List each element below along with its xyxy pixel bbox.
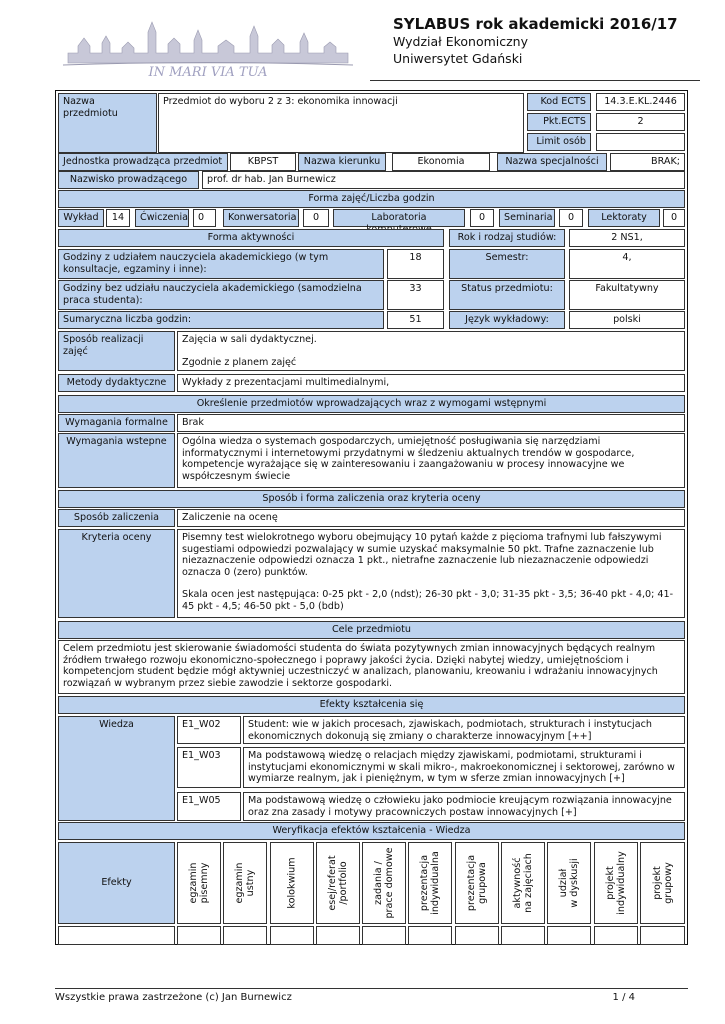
verif-row-stub-cell xyxy=(501,926,545,945)
svg-text:IN MARI VIA TUA: IN MARI VIA TUA xyxy=(148,65,268,80)
verif-col-oral-exam xyxy=(223,842,267,924)
status-value: Fakultatywny xyxy=(569,280,685,310)
university-logo xyxy=(58,18,358,78)
form-label-lecture: Wykład xyxy=(58,209,104,227)
verif-col-test xyxy=(270,842,314,924)
methods-value: Wykłady z prezentacjami multimedialnymi, xyxy=(177,374,685,392)
footer-copyright: Wszystkie prawa zastrzeżone (c) Jan Burnewicz xyxy=(55,992,292,1003)
methods-label: Metody dydaktyczne xyxy=(58,374,175,392)
formal-requirements-label: Wymagania formalne xyxy=(58,414,175,432)
outcome-code-w02: E1_W02 xyxy=(177,716,241,744)
verif-col-written-exam xyxy=(177,842,221,924)
form-label-language-courses: Lektoraty xyxy=(588,209,660,227)
form-value-exercises: 0 xyxy=(193,209,216,227)
realization-line-1: Zajęcia w sali dydaktycznej. xyxy=(182,334,317,345)
goals-heading: Cele przedmiotu xyxy=(58,621,685,639)
header-title: SYLABUS rok akademicki 2016/17 xyxy=(393,15,678,33)
verification-heading: Weryfikacja efektów kształcenia - Wiedza xyxy=(58,822,685,840)
verif-row-stub xyxy=(58,926,175,945)
ects-points-label: Pkt.ECTS xyxy=(527,113,591,131)
status-label: Status przedmiotu: xyxy=(449,280,565,310)
verif-col-individual-project-label: projekt indywidualny xyxy=(605,851,627,915)
language-value: polski xyxy=(569,311,685,329)
unit-label: Jednostka prowadząca przedmiot xyxy=(58,153,228,171)
formal-requirements-value: Brak xyxy=(177,414,685,432)
effects-label-text: Efekty xyxy=(101,877,132,889)
course-name-value: Przedmiot do wyboru 2 z 3: ekonomika innowacji xyxy=(158,93,524,153)
spec-value: BRAK; xyxy=(610,153,685,171)
outcome-text-w05: Ma podstawową wiedzę o człowieku jako podmiocie kreującym rozwiązania innowacyjne oraz zna zasady i motywy pracowniczych postaw innowacyjnych [+] xyxy=(243,792,685,821)
verif-col-homework-label: zadania / prace domowe xyxy=(373,847,395,919)
form-value-labs: 0 xyxy=(470,209,494,227)
footer-page-number: 1 / 4 xyxy=(612,992,635,1003)
assessment-method-value: Zaliczenie na ocenę xyxy=(177,509,685,527)
effects-label xyxy=(58,842,175,924)
verif-row-stub-cell xyxy=(362,926,406,945)
criteria-paragraph-2: Skala ocen jest następująca: 0-25 pkt - 2,0 (ndst); 26-30 pkt - 3,0; 31-35 pkt - 3,5; 36-40 pkt - 4,0; 41-45 pkt - 4,5; 46-50 pkt - 5,0 (bdb) xyxy=(182,589,674,612)
hours-with-teacher-label: Godziny z udziałem nauczyciela akademickiego (w tym konsultacje, egzaminy i inne): xyxy=(58,249,384,279)
form-value-seminars: 0 xyxy=(559,209,583,227)
unit-value: KBPST xyxy=(230,153,296,171)
hours-without-teacher-label: Godziny bez udziału nauczyciela akademickiego (samodzielna praca studenta): xyxy=(58,280,384,310)
lecturer-label: Nazwisko prowadzącego xyxy=(58,171,199,189)
assessment-criteria-label: Kryteria oceny xyxy=(58,529,175,618)
spec-label: Nazwa specjalności xyxy=(497,153,607,171)
verif-row-stub-cell xyxy=(594,926,638,945)
year-value: 2 NS1, xyxy=(569,229,685,247)
outcome-code-w03: E1_W03 xyxy=(177,747,241,788)
verif-col-discussion xyxy=(547,842,591,924)
initial-requirements-label: Wymagania wstepne xyxy=(58,433,175,488)
outcome-text-w03: Ma podstawową wiedzę o relacjach między zjawiskami, podmiotami, strukturami i instytucjami ekonomicznymi w skali mikro-, makroekonomicznej i sektorowej, zarówno w wymiarze realnym, jak i pieniężnym, w tym w sferze zmian innowacyjnych [+] xyxy=(243,747,685,788)
verif-row-stub-cell xyxy=(455,926,499,945)
lecturer-value: prof. dr hab. Jan Burnewicz xyxy=(202,171,685,189)
verif-row-stub-cell xyxy=(270,926,314,945)
footer-divider xyxy=(55,988,688,989)
ects-code-label: Kod ECTS xyxy=(527,93,591,111)
total-hours-value: 51 xyxy=(387,311,444,329)
verif-col-essay xyxy=(316,842,360,924)
assessment-heading: Sposób i forma zaliczenia oraz kryteria oceny xyxy=(58,490,685,508)
header-divider xyxy=(370,80,700,81)
verif-col-essay-label: esej/referat /portfolio xyxy=(327,855,349,911)
goals-text: Celem przedmiotu jest skierowanie świadomości studenta do świata pozytywnych zmian innowacyjnych będących realnym źródłem trwałego rozwoju ekonomiczno-społecznego i poprawy jakości życia. Dzięki nabytej wiedzy, umiejętnościom i kompetencjom student będzie mógł aktywniej uczestniczyć w analizach, planowaniu, kreowaniu i wdrażaniu innowacyjnych rozwiązań w wybranym przez siebie zawodzie i sektorze gospodarki. xyxy=(58,640,685,694)
form-value-lecture: 14 xyxy=(106,209,130,227)
verif-col-group-project-label: projekt grupowy xyxy=(651,862,674,904)
verif-row-stub-cell xyxy=(547,926,591,945)
year-label: Rok i rodzaj studiów: xyxy=(449,229,565,247)
outcome-text-w02: Student: wie w jakich procesach, zjawiskach, podmiotach, strukturach i instytucjach ekonomicznych dokonują się zmiany o charakterze innowacyjnym [++] xyxy=(243,716,685,744)
verif-col-class-activity-label: aktywność na zajęciach xyxy=(512,853,534,913)
limit-value xyxy=(596,133,685,151)
verif-row-stub-cell xyxy=(640,926,685,945)
hours-with-teacher-value: 18 xyxy=(387,249,444,279)
criteria-paragraph-1: Pisemny test wielokrotnego wyboru obejmujący 10 pytań każde z pięcioma trafnymi lub fałszywymi sugestiami odpowiedzi pozwalający w sumie uzyskać maksymalnie 50 pkt. Trafne zaznaczenie lub niezaznaczenie odpowiedzi oznacza 1 pkt., nietrafne zaznaczenie lub niezaznaczenie odpowiedzi oznacza 0 (zero) punktów. xyxy=(182,532,662,578)
verif-col-individual-presentation-label: prezentacja indywidualna xyxy=(419,851,441,915)
assessment-method-label: Sposób zaliczenia xyxy=(58,509,175,527)
header-faculty: Wydział Ekonomiczny xyxy=(393,34,529,49)
semester-label: Semestr: xyxy=(449,249,565,279)
header-university: Uniwersytet Gdański xyxy=(393,51,523,66)
realization-value xyxy=(177,331,685,371)
verif-col-homework xyxy=(362,842,406,924)
knowledge-label: Wiedza xyxy=(58,716,175,821)
verif-row-stub-cell xyxy=(408,926,452,945)
form-value-conversations: 0 xyxy=(303,209,329,227)
limit-label: Limit osób xyxy=(527,133,591,151)
verif-col-individual-project xyxy=(594,842,638,924)
verif-col-oral-exam-label: egzamin ustny xyxy=(234,862,256,904)
form-label-seminars: Seminaria xyxy=(499,209,555,227)
field-value: Ekonomia xyxy=(392,153,490,171)
form-label-labs: Laboratoria xyxy=(333,209,465,227)
total-hours-label: Sumaryczna liczba godzin: xyxy=(58,311,384,329)
verif-col-class-activity xyxy=(501,842,545,924)
outcomes-heading: Efekty kształcenia się xyxy=(58,696,685,714)
ects-points-value: 2 xyxy=(596,113,685,131)
verif-col-group-presentation-label: prezentacja grupowa xyxy=(466,854,488,912)
verif-col-group-presentation xyxy=(455,842,499,924)
verif-col-group-project xyxy=(640,842,685,924)
forms-heading: Forma zajęć/Liczba godzin xyxy=(58,190,685,208)
verif-col-written-exam-label: egzamin pisemny xyxy=(188,862,210,904)
form-label-conversations: Konwersatoria xyxy=(223,209,299,227)
verif-row-stub-cell xyxy=(316,926,360,945)
prereq-heading: Określenie przedmiotów wprowadzających wraz z wymogami wstępnymi xyxy=(58,395,685,413)
hours-without-teacher-value: 33 xyxy=(387,280,444,310)
initial-requirements-value: Ogólna wiedza o systemach gospodarczych, umiejętność posługiwania się narzędziami informatycznymi i internetowymi przydatnymi w śledzeniu aktualnych trendów w gospodarce, kompetencje wyrażające się w zainteresowaniu i zaangażowaniu w procesy innowacyjne we współczesnym świecie xyxy=(177,433,685,488)
assessment-criteria-value xyxy=(177,529,685,618)
semester-value: 4, xyxy=(569,249,685,279)
ects-code-value: 14.3.E.KL.2446 xyxy=(596,93,685,111)
realization-line-2: Zgodnie z planem zajęć xyxy=(182,356,297,368)
field-label: Nazwa kierunku xyxy=(298,153,386,171)
form-label-exercises: Ćwiczenia xyxy=(135,209,189,227)
verif-col-test-label: kolokwium xyxy=(286,857,298,909)
realization-label: Sposób realizacji zajęć xyxy=(58,331,175,371)
activity-form-label: Forma aktywności xyxy=(58,229,444,247)
verif-row-stub-cell xyxy=(223,926,267,945)
course-name-label: Nazwa przedmiotu xyxy=(58,93,157,153)
verif-col-individual-presentation xyxy=(408,842,452,924)
verif-col-discussion-label: udział w dyskusji xyxy=(558,858,580,908)
language-label: Język wykładowy: xyxy=(449,311,565,329)
form-value-language-courses: 0 xyxy=(663,209,685,227)
outcome-code-w05: E1_W05 xyxy=(177,792,241,821)
verif-row-stub-cell xyxy=(177,926,221,945)
